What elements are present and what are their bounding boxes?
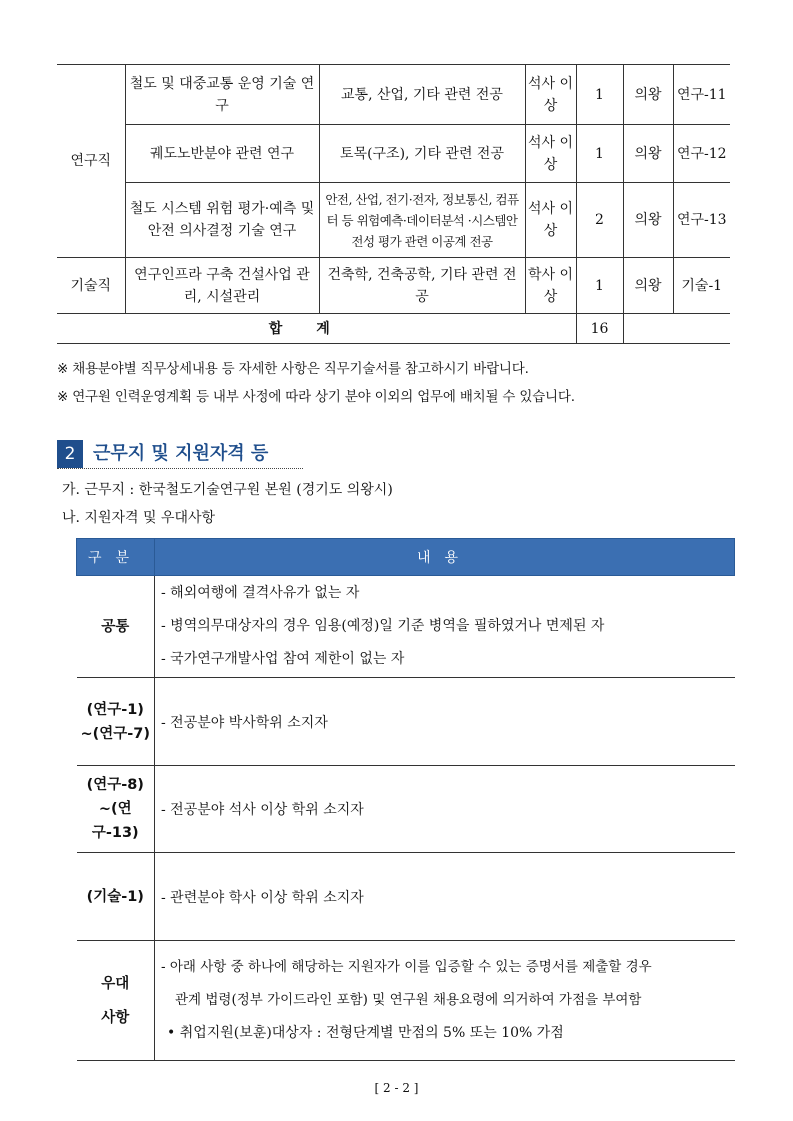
count-cell: 1 (576, 258, 623, 314)
research-8-text: - 전공분야 석사 이상 학위 소지자 (155, 766, 735, 853)
common-row (77, 576, 735, 678)
table-row (57, 125, 730, 183)
major-cell: 건축학, 건축공학, 기타 관련 전공 (319, 258, 525, 314)
total-empty (623, 314, 730, 344)
major-cell: 토목(구조), 기타 관련 전공 (319, 125, 525, 183)
label-line: 사항 (101, 1009, 130, 1026)
header-content: 내용 (155, 539, 735, 576)
preference-line: 관계 법령(정부 가이드라인 포함) 및 연구원 채용요령에 의거하여 가점을 부여함 (175, 992, 642, 1008)
label-line: (연구-8) (86, 777, 144, 793)
research-1-row (77, 678, 735, 766)
preference-line: - 아래 사항 중 하나에 해당하는 지원자가 이를 입증할 수 있는 증명서를 제출할 경우 (161, 959, 652, 975)
positions-table (57, 64, 730, 344)
tech-text: - 관련분야 학사 이상 학위 소지자 (155, 853, 735, 941)
label-line: ~(연구-7) (80, 725, 151, 742)
degree-cell: 석사 이상 (525, 183, 576, 258)
common-label: 공통 (77, 576, 155, 678)
total-value: 16 (576, 314, 623, 344)
common-item: - 병역의무대상자의 경우 임용(예정)일 기준 병역을 필하였거나 면제된 자 (161, 618, 605, 634)
location-cell: 의왕 (623, 65, 673, 125)
total-label: 합계 (57, 314, 576, 344)
research-8-label (77, 766, 155, 853)
location-cell: 의왕 (623, 125, 673, 183)
qualifications-table (76, 538, 735, 1061)
page-number: [ 2 - 2 ] (374, 1081, 419, 1095)
common-item: - 해외여행에 결격사유가 없는 자 (161, 585, 360, 601)
code-cell: 기술-1 (673, 258, 730, 314)
label-line: 우대 (101, 975, 130, 992)
count-cell: 2 (576, 183, 623, 258)
count-cell: 1 (576, 65, 623, 125)
section-title: 근무지 및 지원자격 등 (93, 443, 269, 464)
table-row (57, 183, 730, 258)
research-1-label (77, 678, 155, 766)
degree-cell: 학사 이상 (525, 258, 576, 314)
degree-cell: 석사 이상 (525, 65, 576, 125)
header-category: 구분 (77, 539, 155, 576)
note-1: ※ 채용분야별 직무상세내용 등 자세한 사항은 직무기술서를 참고하시기 바랍니다. (57, 361, 529, 377)
qualification-line: 나. 지원자격 및 우대사항 (62, 510, 216, 526)
label-line: (연구-1) (86, 701, 144, 718)
code-cell: 연구-13 (673, 183, 730, 258)
preference-label (77, 941, 155, 1061)
count-cell: 1 (576, 125, 623, 183)
major-cell: 교통, 산업, 기타 관련 전공 (319, 65, 525, 125)
field-cell: 연구인프라 구축 건설사업 관리, 시설관리 (125, 258, 319, 314)
location-cell: 의왕 (623, 258, 673, 314)
note-2: ※ 연구원 인력운영계획 등 내부 사정에 따라 상기 분야 이외의 업무에 배치될 수 있습니다. (57, 389, 575, 405)
field-cell: 철도 및 대중교통 운영 기술 연구 (125, 65, 319, 125)
major-cell: 안전, 산업, 전기·전자, 정보통신, 컴퓨터 등 위험예측·데이터분석 ·시스템안전성 평가 관련 이공계 전공 (319, 183, 525, 258)
label-line: ~(연구-13) (91, 801, 139, 841)
preference-bullet: • 취업지원(보훈)대상자 : 전형단계별 만점의 5% 또는 10% 가점 (167, 1025, 564, 1041)
tech-row (77, 853, 735, 941)
total-row (57, 314, 730, 344)
field-cell: 궤도노반분야 관련 연구 (125, 125, 319, 183)
location-cell: 의왕 (623, 183, 673, 258)
table-row (57, 65, 730, 125)
code-cell: 연구-12 (673, 125, 730, 183)
group-tech: 기술직 (57, 258, 125, 314)
preference-content (155, 941, 735, 1061)
preference-row (77, 941, 735, 1061)
common-content (155, 576, 735, 678)
table-row (57, 258, 730, 314)
research-8-row (77, 766, 735, 853)
code-cell: 연구-11 (673, 65, 730, 125)
field-cell: 철도 시스템 위험 평가·예측 및 안전 의사결정 기술 연구 (125, 183, 319, 258)
group-research: 연구직 (57, 65, 125, 258)
tech-label: (기술-1) (77, 853, 155, 941)
common-item: - 국가연구개발사업 참여 제한이 없는 자 (161, 651, 405, 667)
section-number: 2 (57, 440, 83, 468)
header-row (77, 539, 735, 576)
degree-cell: 석사 이상 (525, 125, 576, 183)
workplace-line: 가. 근무지 : 한국철도기술연구원 본원 (경기도 의왕시) (62, 482, 393, 498)
research-1-text: - 전공분야 박사학위 소지자 (155, 678, 735, 766)
section-heading (57, 440, 303, 469)
